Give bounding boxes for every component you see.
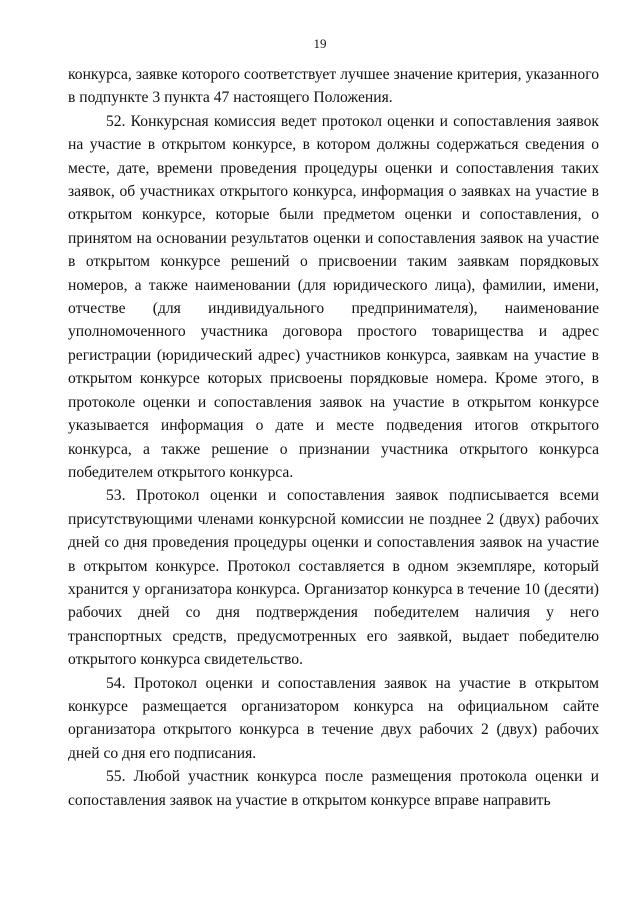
paragraph-55: 55. Любой участник конкурса после размещения протокола оценки и сопоставления заявок на участие в открытом конкурсе вправе направить xyxy=(68,768,599,809)
page-number: 19 xyxy=(313,36,327,51)
paragraph-52: 52. Конкурсная комиссия ведет протокол оценки и сопоставления заявок на участие в открытом конкурсе, в котором должны содержаться сведения о месте, дате, времени проведения процедуры оценки и сопоставления таких заявок, об участниках открытого конкурса, информация о заявках на участие в открытом конкурсе, которые были предметом оценки и сопоставления, о принятом на основании результатов оценки и сопоставления заявок на участие в открытом конкурсе решений о присвоении таким заявкам порядковых номеров, а также наименовании (для юридического лица), фамилии, имени, отчестве (для индивидуального предпринимателя), наименование уполномоченного участника договора простого товарищества и адрес регистрации (юридический адрес) участников конкурса, заявкам на участие в открытом конкурсе которых присвоены порядковые номера. Кроме этого, в протоколе оценки и сопоставления заявок на участие в открытом конкурсе указывается информация о дате и месте подведения итогов открытого конкурса, а также решение о признании участника открытого конкурса победителем открытого конкурса. xyxy=(68,112,599,481)
paragraph-54: 54. Протокол оценки и сопоставления заявок на участие в открытом конкурсе размещается организатором конкурса на официальном сайте организатора открытого конкурса в течение двух рабочих 2 (двух) рабочих дней со дня его подписания. xyxy=(68,674,599,762)
document-body xyxy=(68,63,599,812)
paragraph-53: 53. Протокол оценки и сопоставления заявок подписывается всеми присутствующими членами конкурсной комиссии не позднее 2 (двух) рабочих дней со дня проведения процедуры оценки и сопоставления заявок на участие в открытом конкурсе. Протокол составляется в одном экземпляре, который хранится у организатора конкурса. Организатор конкурса в течение 10 (десяти) рабочих дней со дня подтверждения победителем наличия у него транспортных средств, предусмотренных его заявкой, выдает победителю открытого конкурса свидетельство. xyxy=(68,487,599,669)
paragraph-continuation: конкурса, заявке которого соответствует лучшее значение критерия, указанного в подпункте 3 пункта 47 настоящего Положения. xyxy=(68,66,599,107)
